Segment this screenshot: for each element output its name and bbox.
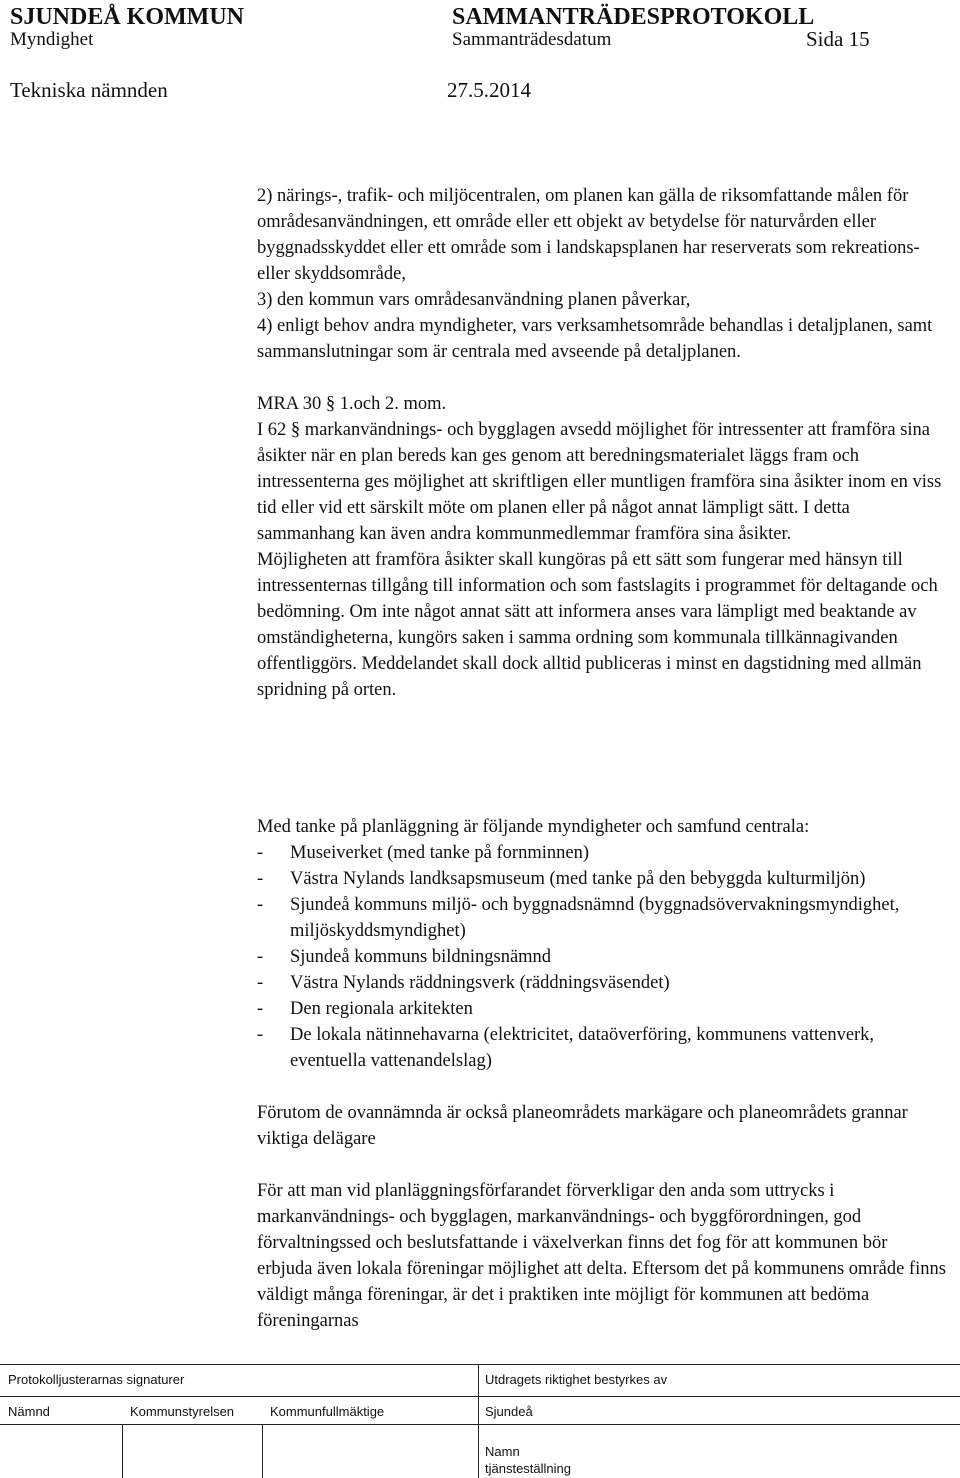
list-item: - Sjundeå kommuns miljö- och byggnadsnämnd (byggnadsövervakningsmyndighet, miljöskyddsmyndighet) [257, 895, 900, 941]
paragraph-item-4: 4) enligt behov andra myndigheter, vars verksamhetsområde behandlas i detaljplanen, samt sammanslutningar som är centrala med avseende på detaljplanen. [257, 316, 933, 362]
col-kommunfullmaktige: Kommunfullmäktige [270, 1404, 385, 1419]
committee-name: Tekniska nämnden [10, 78, 168, 102]
place-label: Sjundeå [485, 1404, 533, 1419]
list-item: - Museiverket (med tanke på fornminnen) [257, 843, 589, 863]
list-item: - Sjundeå kommuns bildningsnämnd [257, 947, 552, 967]
col-namnd: Nämnd [8, 1404, 50, 1419]
document-title: SAMMANTRÄDESPROTOKOLL [452, 4, 815, 30]
authority-label: Myndighet [10, 29, 94, 50]
body-block-upper [257, 183, 947, 703]
col-kommunstyrelsen: Kommunstyrelsen [130, 1404, 235, 1419]
list-intro: Med tanke på planläggning är följande myndigheter och samfund centrala: [257, 817, 810, 837]
list-item: - Västra Nylands landksapsmuseum (med tanke på den bebyggda kulturmiljön) [257, 869, 866, 889]
page-number: Sida 15 [806, 27, 870, 51]
list-item: - De lokala nätinnehavarna (elektricitet, dataöverföring, kommunens vattenverk, eventuella vattenandelslag) [257, 1025, 875, 1071]
name-label: Namn [485, 1444, 520, 1459]
paragraph-item-3: 3) den kommun vars områdesanvändning planen påverkar, [257, 290, 691, 310]
signatures-label: Protokolljusterarnas signaturer [8, 1372, 185, 1387]
body-block-lower [257, 814, 947, 1334]
list-item: - Den regionala arkitekten [257, 999, 473, 1019]
extract-certified-label: Utdragets riktighet bestyrkes av [485, 1372, 668, 1387]
paragraph-announcement: Möjligheten att framföra åsikter skall kungöras på ett sätt som fungerar med hänsyn till intressenternas tillgång till information och som fastslagits i programmet för deltagande och bedömning. Om inte något annat sätt att informera anses vara lämpligt med beaktande av omständigheterna, kungörs saken i samma ordning som kommunala tillkännagivanden offentliggörs. Meddelandet skall dock alltid publiceras i minst en dagstidning med allmän spridning på orten. [257, 550, 938, 700]
paragraph-associations: För att man vid planläggningsförfarandet förverkligar den anda som uttrycks i markanvändnings- och bygglagen, markanvändnings- och byggförordningen, god förvaltningssed och beslutsfattande i växelverkan finns det fog för att kommunen bör erbjuda även lokala föreningar möjlighet att delta. Eftersom det på kommunens område finns väldigt många föreningar, är det i praktiken inte möjligt för kommunen att bedöma föreningarnas [257, 1181, 946, 1331]
legal-reference: MRA 30 § 1.och 2. mom. [257, 394, 447, 414]
paragraph-public-participation: I 62 § markanvändnings- och bygglagen avsedd möjlighet för intressenter att framföra sina åsikter när en plan bereds kan ges genom att beredningsmaterialet läggs fram och intressenterna ges möjlighet att skriftligen eller muntligen framföra sina åsikter inom en viss tid eller vid ett särskilt möte om planen eller på något annat lämpligt sätt. I detta sammanhang kan även andra kommunmedlemmar framföra sina åsikter. [257, 420, 942, 544]
meeting-date: 27.5.2014 [447, 78, 531, 102]
municipality-name: SJUNDEÅ KOMMUN [10, 4, 244, 30]
signature-table [0, 1364, 960, 1478]
position-label: tjänsteställning [485, 1461, 571, 1476]
paragraph-stakeholders: Förutom de ovannämnda är också planeområdets markägare och planeområdets grannar viktiga delägare [257, 1103, 908, 1149]
list-item: - Västra Nylands räddningsverk (räddningsväsendet) [257, 973, 670, 993]
paragraph-item-2: 2) närings-, trafik- och miljöcentralen, om planen kan gälla de riksomfattande målen för områdesanvändningen, ett område eller ett objekt av betydelse för naturvården eller byggnadsskyddet eller ett område som i landskapsplanen har reserverats som rekreations- eller skyddsområde, [257, 186, 920, 284]
meeting-date-label: Sammanträdesdatum [452, 29, 612, 50]
